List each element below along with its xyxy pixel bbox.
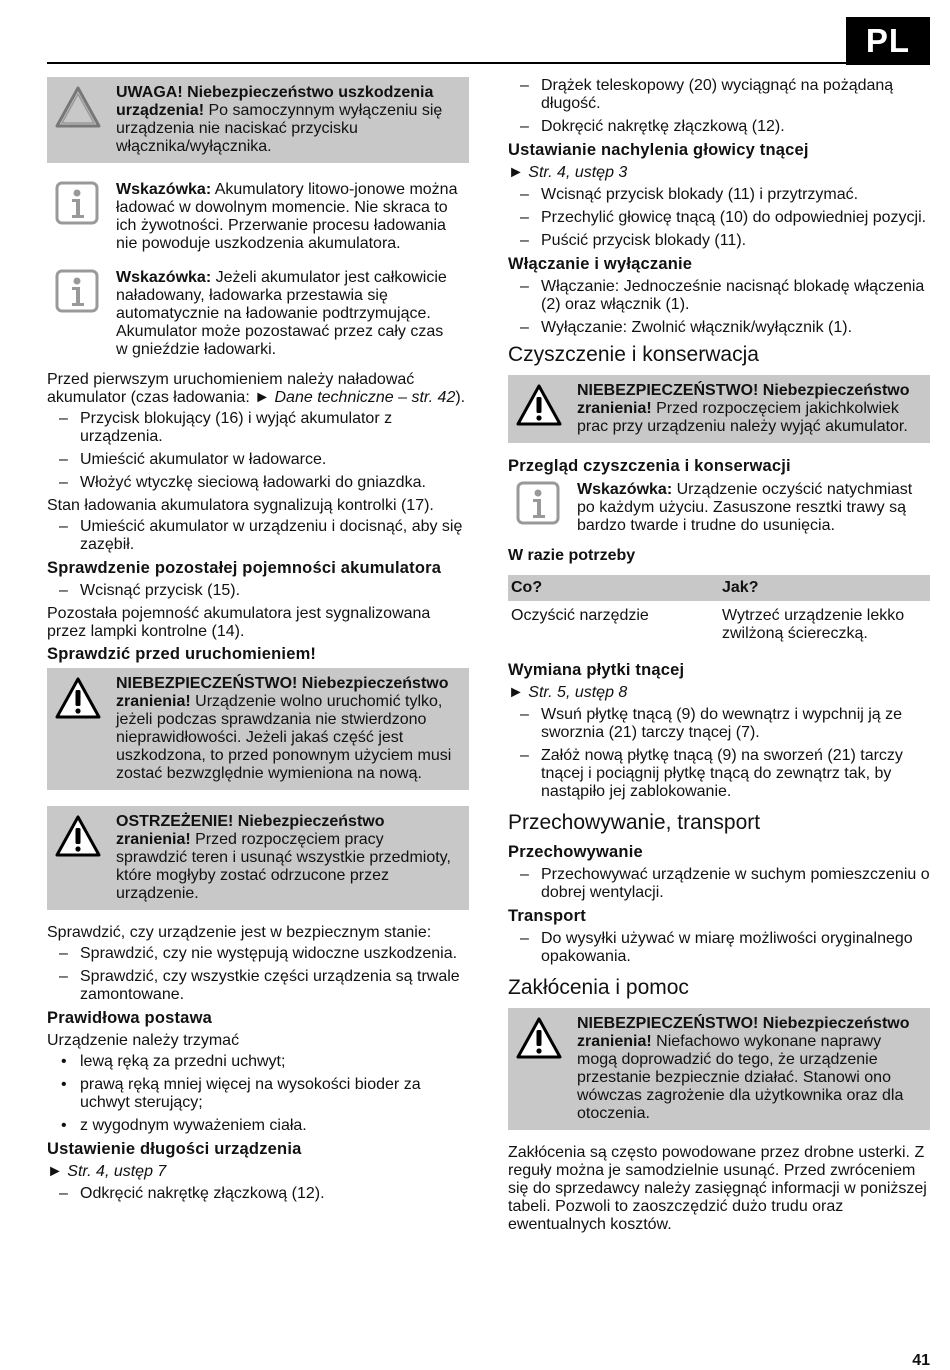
note-title: Wskazówka: — [577, 481, 673, 498]
list-item: – Umieścić akumulator w ładowarce. — [59, 451, 327, 468]
section-heading: Przechowywanie — [508, 843, 643, 861]
section-heading: Włączanie i wyłączanie — [508, 255, 693, 273]
list-item: – Dokręcić nakrętkę złączkową (12). — [520, 118, 785, 135]
list-item: – Sprawdzić, czy wszystkie części urządzenia są trwale zamontowane. — [59, 968, 460, 1003]
table-caption: W razie potrzeby — [508, 547, 636, 564]
list-item: – Odkręcić nakrętkę złączkową (12). — [59, 1185, 325, 1202]
warning-triangle-icon — [55, 814, 101, 858]
list-item: – Włożyć wtyczkę sieciową ładowarki do gniazdka. — [59, 474, 426, 491]
danger-box — [47, 668, 469, 790]
caution-triangle-icon — [55, 85, 101, 129]
section-heading: Ustawianie nachylenia głowicy tnącej — [508, 141, 809, 159]
list-item: – Drążek teleskopowy (20) wyciągnąć na pożądaną długość. — [520, 77, 894, 112]
warning-triangle-icon — [516, 383, 562, 427]
note-box — [47, 269, 469, 359]
warning-title: OSTRZEŻENIE! Niebezpieczeństwo zranienia! — [116, 813, 385, 848]
text: Przed pierwszym uruchomieniem należy naładować akumulator (czas ładowania: — [47, 371, 415, 406]
danger-title: NIEBEZPIECZEŃSTWO! Niebezpieczeństwo zranienia! — [577, 1015, 910, 1050]
paragraph: Pozostała pojemność akumulatora jest sygnalizowana przez lampki kontrolne (14). — [47, 605, 431, 640]
danger-title: NIEBEZPIECZEŃSTWO! Niebezpieczeństwo zranienia! — [116, 675, 449, 710]
list-item: – Umieścić akumulator w urządzeniu i docisnąć, aby się zazębił. — [59, 518, 463, 553]
language-tab: PL — [846, 17, 930, 65]
info-icon — [55, 269, 99, 313]
list-item: – Puścić przycisk blokady (11). — [520, 232, 747, 249]
paragraph: Zakłócenia są często powodowane przez drobne usterki. Z reguły można je samodzielnie usunąć. Przed zwróceniem się do sprzedawcy należy zasięgnąć informacji w poniższej tabeli. Pozwoli to zaoszczędzić dużo trudu oraz ewentualnych kosztów. — [508, 1144, 927, 1233]
list-item: – Przycisk blokujący (16) i wyjąć akumulator z urządzenia. — [59, 410, 393, 445]
page-reference: ► Str. 4, ustęp 3 — [508, 164, 628, 181]
bullet-item: • prawą ręką mniej więcej na wysokości bioder za uchwyt sterujący; — [61, 1076, 421, 1111]
bullet-item: • lewą ręką za przedni uchwyt; — [61, 1053, 286, 1070]
arrow-icon: ► — [508, 684, 524, 701]
warning-text: Przed rozpoczęciem pracy sprawdzić teren i usunąć wszystkie przedmioty, które mogłyby zostać odrzucone przez urządzenie. — [116, 831, 451, 902]
list-item: – Wcisnąć przycisk (15). — [59, 582, 241, 599]
note-text: Akumulatory litowo-jonowe można ładować w dowolnym momencie. Nie skraca to ich żywotności. Przerwanie procesu ładowania nie powoduje uszkodzenia akumulatora. — [116, 181, 458, 252]
page-reference: ► Dane techniczne – str. 42 — [254, 389, 456, 406]
arrow-icon: ► — [508, 164, 524, 181]
list-item: – Załóż nową płytkę tnącą (9) na sworzeń (21) tarczy tnącej i pociągnij płytkę tnącą do zewnątrz tak, by nastąpiło jej zablokowanie. — [520, 747, 903, 800]
paragraph — [47, 371, 469, 407]
bullet-item: • z wygodnym wyważeniem ciała. — [61, 1117, 307, 1134]
chapter-heading: Przechowywanie, transport — [508, 811, 761, 834]
section-heading: Transport — [508, 907, 586, 925]
column-header: Jak? — [719, 575, 930, 601]
note-title: Wskazówka: — [116, 181, 212, 198]
info-icon — [516, 481, 560, 525]
list-item: – Włączanie: Jednocześnie nacisnąć blokadę włączenia (2) oraz włącznik (1). — [520, 278, 925, 313]
header-rule — [47, 62, 847, 64]
section-heading: Sprawdzenie pozostałej pojemności akumulatora — [47, 559, 442, 577]
section-heading: Przegląd czyszczenia i konserwacji — [508, 457, 791, 475]
left-column — [47, 77, 469, 1208]
paragraph: Stan ładowania akumulatora sygnalizują kontrolki (17). — [47, 497, 434, 514]
list-item: – Do wysyłki używać w miarę możliwości oryginalnego opakowania. — [520, 930, 913, 965]
arrow-icon: ► — [47, 1163, 63, 1180]
note-title: Wskazówka: — [116, 269, 212, 286]
note-text: Jeżeli akumulator jest całkowicie naładowany, ładowarka przestawia się automatycznie na ładowanie podtrzymujące. Akumulator może pozostawać przez cały czas w gnieździe ładowarki. — [116, 269, 447, 358]
danger-text: Urządzenie wolno uruchomić tylko, jeżeli podczas sprawdzania nie stwierdzono nieprawidłowości. Jeżeli jakaś część jest uszkodzona, to przed ponownym użyciem musi zostać bezwzględnie wymieniona na nową. — [116, 693, 452, 782]
column-header: Co? — [508, 575, 719, 601]
warning-triangle-icon — [516, 1016, 562, 1060]
danger-text: Niefachowo wykonane naprawy mogą doprowadzić do tego, że urządzenie przestanie bezpiecznie działać. Stanowi ono wówczas zagrożenie dla użytkownika oraz dla otoczenia. — [577, 1033, 904, 1122]
list-item: – Wyłączanie: Zwolnić włącznik/wyłącznik (1). — [520, 319, 853, 336]
table-header-row — [508, 575, 930, 601]
section-heading: Prawidłowa postawa — [47, 1009, 212, 1027]
note-box — [47, 181, 469, 253]
table-cell: Wytrzeć urządzenie lekko zwilżoną ściereczką. — [722, 607, 905, 642]
caution-text: Po samoczynnym wyłączeniu się urządzenia nie naciskać przycisku włącznika/wyłącznika. — [116, 102, 443, 155]
warning-triangle-icon — [55, 676, 101, 720]
danger-box — [508, 1008, 930, 1130]
page-reference: ► Str. 4, ustęp 7 — [47, 1163, 167, 1180]
danger-box — [508, 375, 930, 443]
page-reference: ► Str. 5, ustęp 8 — [508, 684, 628, 701]
section-heading: Sprawdzić przed uruchomieniem! — [47, 645, 317, 663]
section-heading: Ustawienie długości urządzenia — [47, 1140, 302, 1158]
text: ). — [455, 389, 466, 406]
warning-box — [47, 806, 469, 910]
paragraph: Urządzenie należy trzymać — [47, 1032, 240, 1049]
chapter-heading: Zakłócenia i pomoc — [508, 976, 689, 999]
list-item: – Wsuń płytkę tnącą (9) do wewnątrz i wypchnij ją ze sworznia (21) tarczy tnącej (7). — [520, 706, 903, 741]
list-item: – Wcisnąć przycisk blokady (11) i przytrzymać. — [520, 186, 859, 203]
paragraph: Sprawdzić, czy urządzenie jest w bezpiecznym stanie: — [47, 924, 432, 941]
danger-text: Przed rozpoczęciem jakichkolwiek prac przy urządzeniu należy wyjąć akumulator. — [577, 400, 908, 435]
list-item: – Przechylić głowicę tnącą (10) do odpowiedniej pozycji. — [520, 209, 927, 226]
maintenance-table — [508, 575, 930, 645]
info-icon — [55, 181, 99, 225]
caution-box — [47, 77, 469, 163]
note-box — [508, 481, 930, 535]
note-text: Urządzenie oczyścić natychmiast po każdym użyciu. Zasuszone resztki trawy są bardzo twarde i trudne do usunięcia. — [577, 481, 913, 534]
danger-title: NIEBEZPIECZEŃSTWO! Niebezpieczeństwo zranienia! — [577, 382, 910, 417]
table-row — [508, 601, 930, 645]
caution-title: UWAGA! Niebezpieczeństwo uszkodzenia urządzenia! — [116, 84, 434, 119]
chapter-heading: Czyszczenie i konserwacja — [508, 343, 759, 366]
list-item: – Sprawdzić, czy nie występują widoczne uszkodzenia. — [59, 945, 458, 962]
right-column — [508, 77, 930, 1237]
table-cell: Oczyścić narzędzie — [511, 607, 649, 624]
list-item: – Przechowywać urządzenie w suchym pomieszczeniu o dobrej wentylacji. — [520, 866, 930, 901]
section-heading: Wymiana płytki tnącej — [508, 661, 685, 679]
page-number: 41 — [912, 1352, 930, 1369]
